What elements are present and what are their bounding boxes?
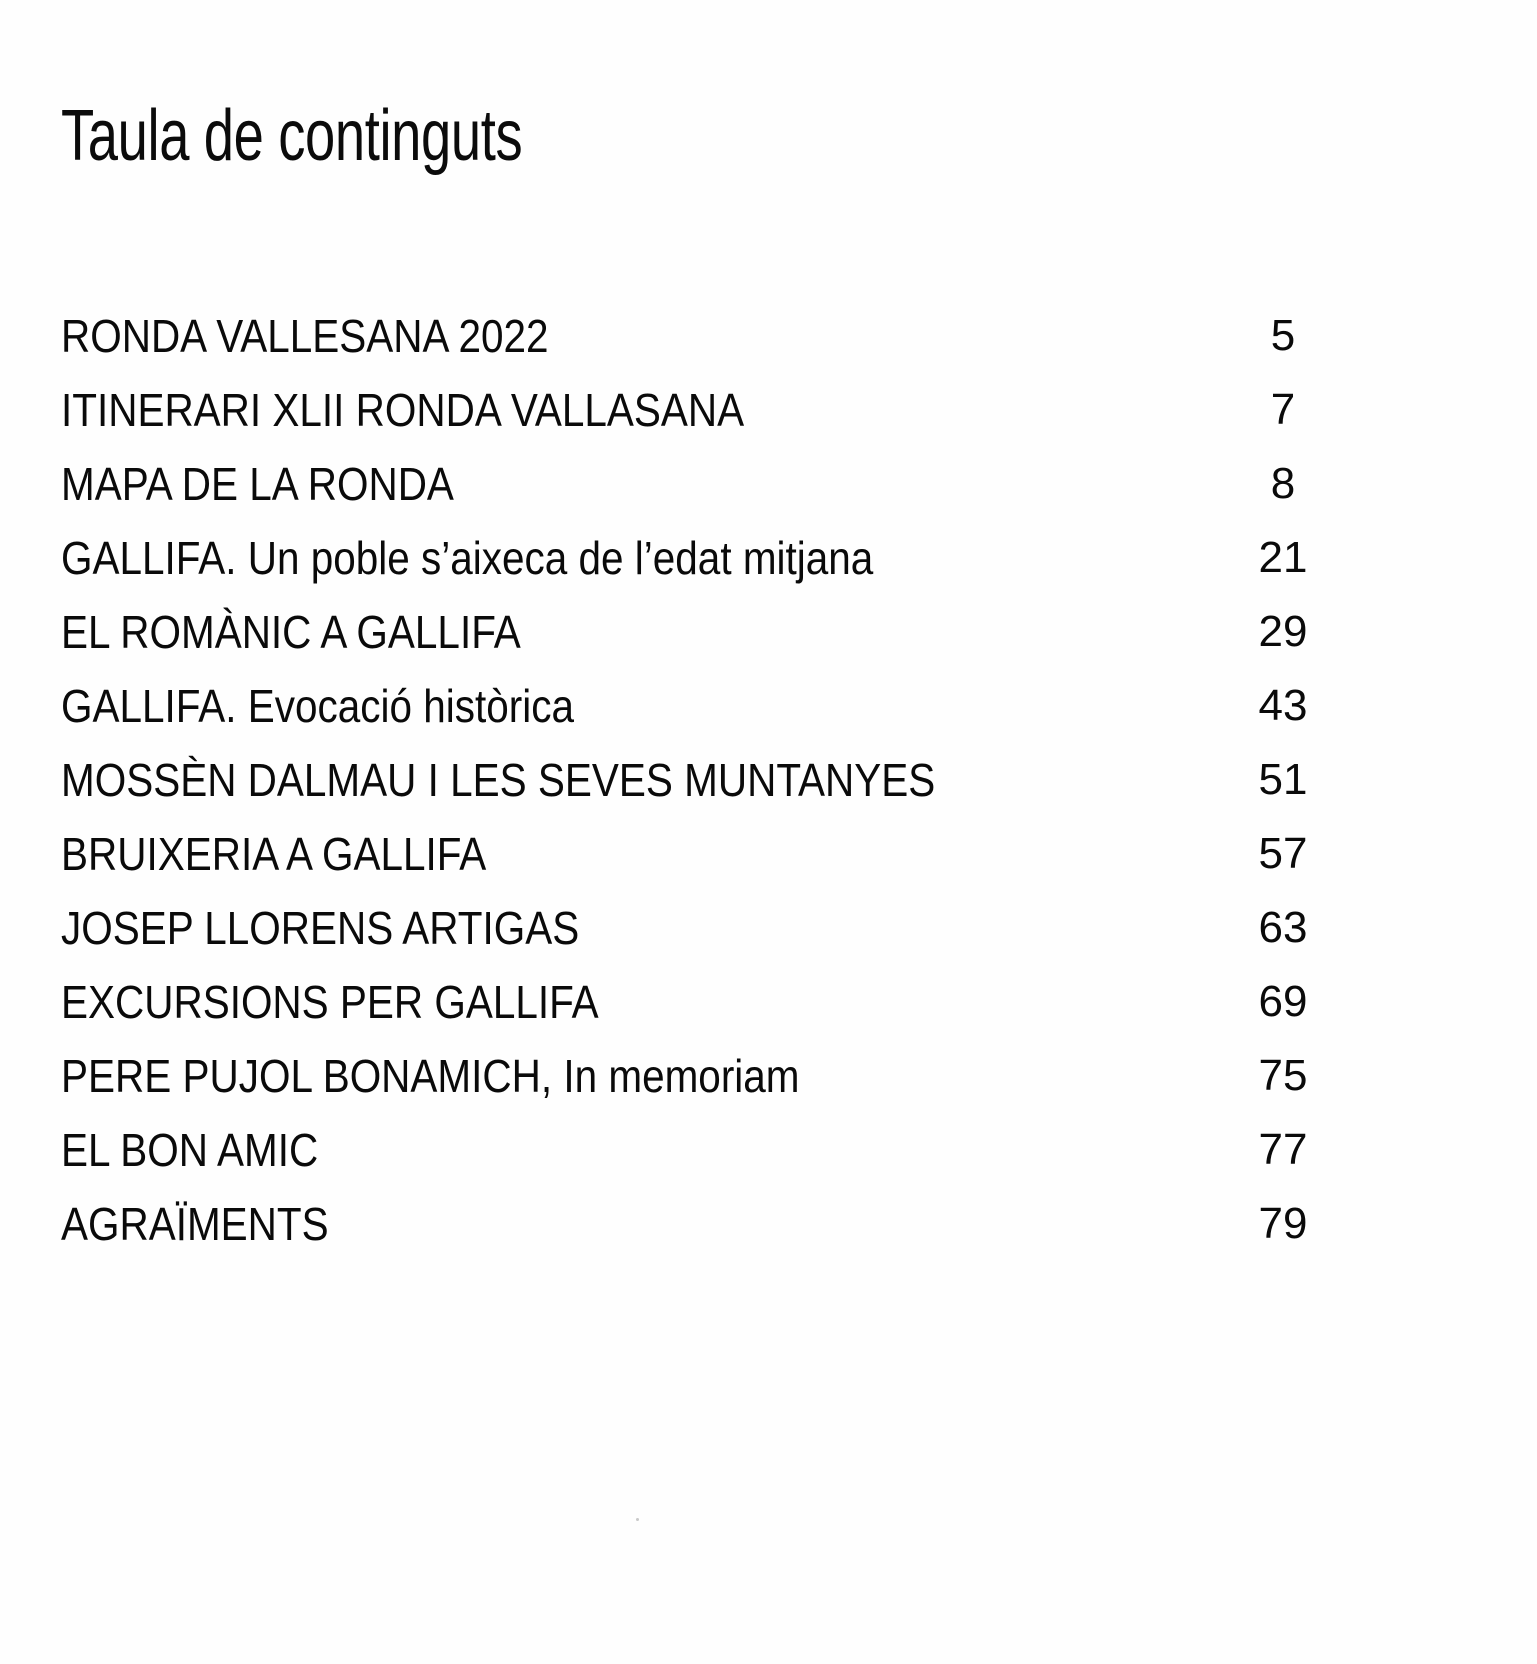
toc-entry xyxy=(61,1049,1321,1123)
toc-entry-page-number: 77 xyxy=(1258,1125,1308,1174)
toc-entry-title: MOSSÈN DALMAU I LES SEVES MUNTANYES xyxy=(61,754,936,806)
toc-entry xyxy=(61,1123,1321,1197)
toc-entry xyxy=(61,975,1321,1049)
toc-entry-page-number: 8 xyxy=(1270,459,1296,508)
toc-entry xyxy=(61,827,1321,901)
toc-entry-page-number: 43 xyxy=(1258,681,1308,730)
toc-entry xyxy=(61,457,1321,531)
toc-entry xyxy=(61,1197,1321,1271)
table-of-contents xyxy=(61,309,1321,1271)
toc-entry-title: PERE PUJOL BONAMICH, In memoriam xyxy=(61,1050,800,1102)
scan-speck xyxy=(636,1518,639,1521)
toc-entry-page-number: 79 xyxy=(1258,1199,1308,1248)
toc-entry-page-number: 29 xyxy=(1258,607,1308,656)
toc-entry xyxy=(61,901,1321,975)
toc-entry-page-number: 5 xyxy=(1270,311,1296,360)
toc-entry-title: EL ROMÀNIC A GALLIFA xyxy=(61,606,521,658)
toc-entry-title: GALLIFA. Evocació històrica xyxy=(61,680,574,732)
toc-entry-title: ITINERARI XLII RONDA VALLASANA xyxy=(61,384,745,436)
toc-entry xyxy=(61,309,1321,383)
toc-entry-page-number: 75 xyxy=(1258,1051,1308,1100)
toc-entry xyxy=(61,753,1321,827)
toc-entry-page-number: 57 xyxy=(1258,829,1308,878)
toc-entry-title: AGRAÏMENTS xyxy=(61,1198,329,1250)
toc-entry-title: RONDA VALLESANA 2022 xyxy=(61,310,549,362)
toc-entry-title: JOSEP LLORENS ARTIGAS xyxy=(61,902,580,954)
toc-entry-page-number: 69 xyxy=(1258,977,1308,1026)
toc-entry-page-number: 63 xyxy=(1258,903,1308,952)
toc-entry-page-number: 21 xyxy=(1258,533,1308,582)
toc-entry-title: EXCURSIONS PER GALLIFA xyxy=(61,976,599,1028)
toc-entry xyxy=(61,383,1321,457)
toc-entry-page-number: 51 xyxy=(1258,755,1308,804)
toc-entry-title: BRUIXERIA A GALLIFA xyxy=(61,828,487,880)
toc-entry xyxy=(61,605,1321,679)
toc-entry-title: MAPA DE LA RONDA xyxy=(61,458,454,510)
toc-entry xyxy=(61,679,1321,753)
toc-entry-page-number: 7 xyxy=(1270,385,1296,434)
page-title: Taula de continguts xyxy=(61,96,523,176)
toc-entry-title: GALLIFA. Un poble s’aixeca de l’edat mitjana xyxy=(61,532,874,584)
toc-entry xyxy=(61,531,1321,605)
toc-entry-title: EL BON AMIC xyxy=(61,1124,319,1176)
